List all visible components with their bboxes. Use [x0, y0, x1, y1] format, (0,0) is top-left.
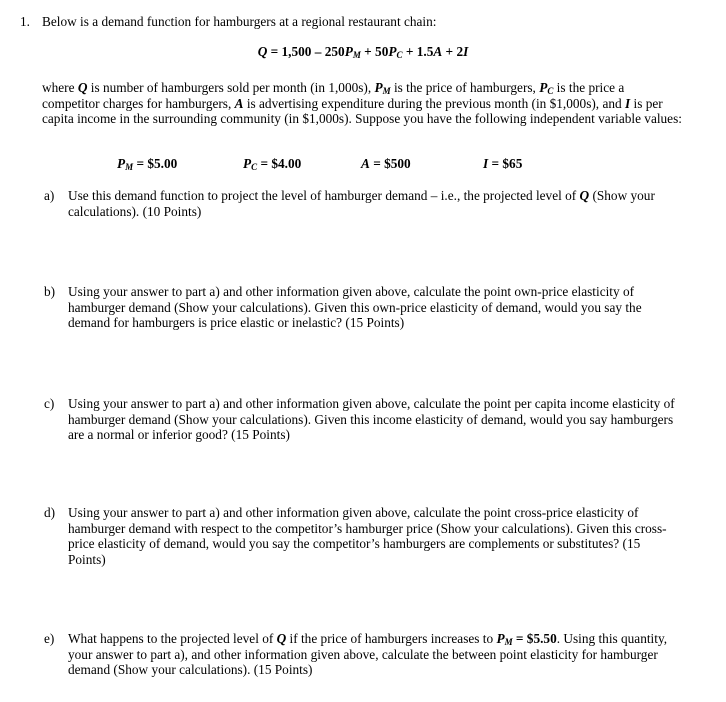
- var-pc-subscript: C: [251, 162, 258, 172]
- desc-i-symbol: I: [624, 95, 631, 111]
- part-c-text: Using your answer to part a) and other information given above, calculate the point per capita income elasticity of hamburger demand (Show your calculations). Given this income elasticity of demand, would you say hamburgers are a normal or inferior good? (15 Points): [68, 396, 675, 442]
- var-i-value: [483, 156, 522, 172]
- part-a-text: [68, 188, 678, 219]
- part-a-label: a): [44, 188, 55, 203]
- var-a-symbol: A: [361, 156, 370, 171]
- var-pm-symbol: P: [117, 156, 126, 171]
- question-stem: Below is a demand function for hamburgers at a regional restaurant chain:: [42, 14, 437, 29]
- desc-pm-subscript: M: [382, 86, 391, 96]
- desc-pm-symbol: P: [374, 80, 383, 95]
- eq-i-symbol: I: [463, 44, 469, 59]
- part-e-pm-value: = $5.50: [512, 631, 557, 646]
- eq-pc-subscript: C: [396, 50, 403, 60]
- eq-a-symbol: A: [433, 44, 443, 59]
- part-b-text: Using your answer to part a) and other information given above, calculate the point own-price elasticity of hamburger demand (Show your calculations). Given this own-price elasticity of demand, would you say the demand for hamburgers is price elastic or inelastic? (15 Points): [68, 284, 642, 330]
- var-pm-amount: = $5.00: [133, 156, 178, 171]
- desc-text-4: is the price a competitor charges for hamburgers,: [42, 80, 625, 111]
- desc-pc-subscript: C: [547, 86, 554, 96]
- part-e-text-2: if the price of hamburgers increases to: [286, 631, 497, 646]
- part-e-q-symbol: Q: [276, 631, 287, 646]
- var-pm-value: [117, 156, 177, 172]
- desc-q-symbol: Q: [77, 80, 88, 95]
- desc-text-2: is number of hamburgers sold per month (in 1,000s),: [87, 80, 375, 95]
- eq-part-1: = 1,500 – 250: [267, 44, 345, 59]
- var-a-amount: = $500: [369, 156, 411, 171]
- var-pm-subscript: M: [125, 162, 134, 172]
- var-pc-symbol: P: [243, 156, 252, 171]
- part-c-label: c): [44, 396, 55, 411]
- var-i-symbol: I: [483, 156, 489, 171]
- part-e-text: [68, 631, 678, 678]
- variable-description: [42, 80, 682, 127]
- desc-text-3: is the price of hamburgers,: [390, 80, 540, 95]
- var-pc-amount: = $4.00: [257, 156, 302, 171]
- question-number: 1.: [20, 14, 30, 29]
- eq-part-3: + 1.5: [402, 44, 434, 59]
- var-i-amount: = $65: [488, 156, 523, 171]
- part-e-pm-subscript: M: [504, 637, 513, 647]
- var-pc-value: [243, 156, 301, 172]
- part-e-label: e): [44, 631, 55, 646]
- part-d-label: d): [44, 505, 56, 520]
- part-a-text-2: (Show your calculations). (10 Points): [68, 188, 655, 219]
- part-d-text: Using your answer to part a) and other information given above, calculate the point cross-price elasticity of hamburger demand with respect to the competitor’s hamburger price (Show your calculations). Given this cross-price elasticity of demand, would you say the competitor’s hamburgers are complements or substitutes? (15 Points): [68, 505, 667, 567]
- desc-text-6: is per capita income in the surrounding community (in $1,000s). Suppose you have the following independent variable values:: [42, 95, 682, 126]
- part-a-text-1: Use this demand function to project the level of hamburger demand – i.e., the projected level of: [68, 188, 580, 203]
- eq-pc-symbol: P: [388, 44, 397, 59]
- part-e-text-1: What happens to the projected level of: [68, 631, 277, 646]
- var-a-value: [361, 156, 411, 172]
- eq-pm-subscript: M: [352, 50, 361, 60]
- desc-a-symbol: A: [234, 95, 244, 111]
- eq-pm-symbol: P: [344, 44, 353, 59]
- part-b-label: b): [44, 284, 56, 299]
- eq-part-2: + 50: [360, 44, 389, 59]
- part-a-q-symbol: Q: [579, 188, 590, 203]
- part-e-pm-symbol: P: [496, 631, 505, 646]
- demand-equation: [0, 44, 726, 60]
- eq-part-4: + 2: [442, 44, 464, 59]
- desc-text-5: is advertising expenditure during the previous month (in $1,000s), and: [243, 95, 625, 111]
- part-e-text-3: . Using this quantity, your answer to part a), and other information given above, calculate the between point elasticity for hamburger demand (Show your calculations). (15 Points): [68, 631, 668, 677]
- eq-q-symbol: Q: [257, 44, 268, 59]
- desc-pc-symbol: P: [539, 80, 548, 95]
- desc-text-1: where: [42, 80, 78, 95]
